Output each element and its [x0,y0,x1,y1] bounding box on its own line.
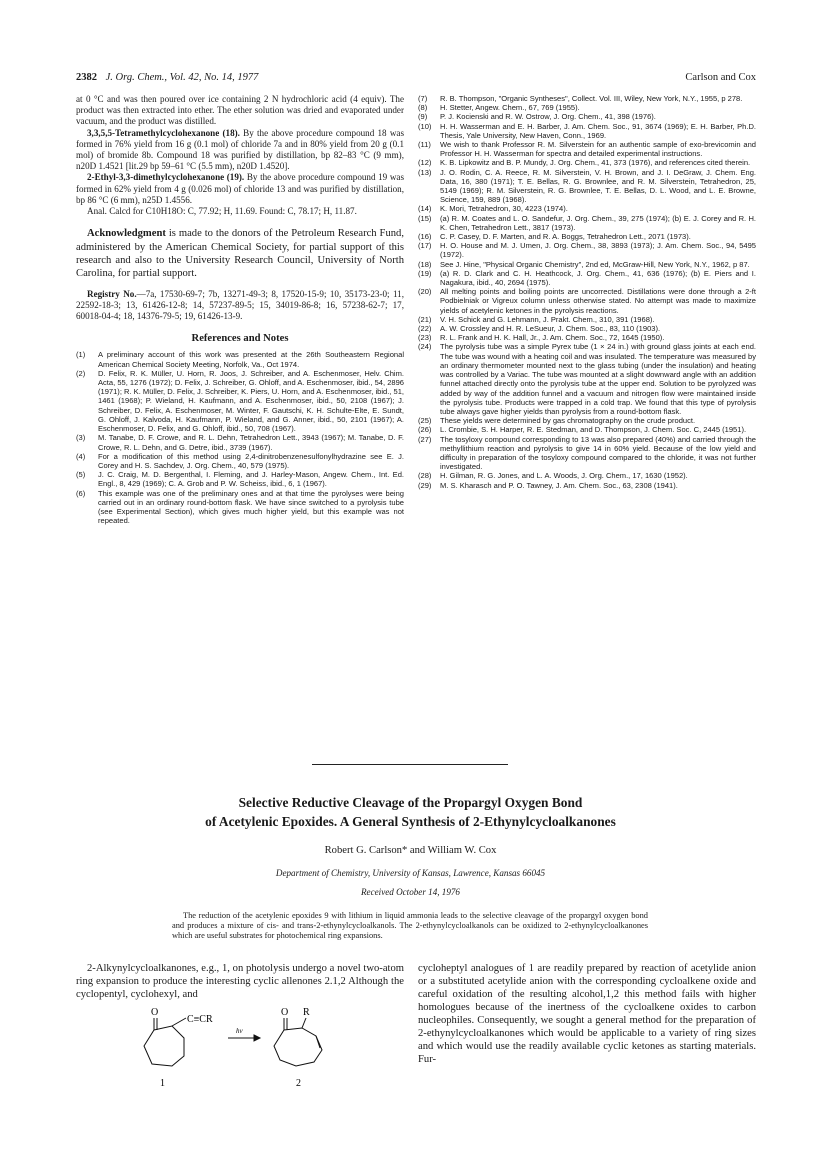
reference-item: (27) The tosyloxy compound corresponding to 13 was also prepared (40%) and carried through the methyllithium reaction and pyrolysis to give 14 in 60% yield. Because of the low yield and difficulty in preparation of the tosyloxy compound compared to the chloride, it was not further investigated. [418,434,756,472]
reference-item: (23) R. L. Frank and H. K. Hall, Jr., J. Am. Chem. Soc., 72, 1645 (1950). [418,333,665,343]
reference-item: (17) H. O. House and M. J. Umen, J. Org. Chem., 38, 3893 (1973); J. Am. Chem. Soc., 94, 5495 (1972). [418,241,756,260]
reference-item: (28) H. Gilman, R. G. Jones, and L. A. Woods, J. Org. Chem., 17, 1630 (1952). [418,471,688,481]
reference-item: (25) These yields were determined by gas chromatography on the crude product. [418,416,696,426]
experimental-procedure-19: 2-Ethyl-3,3-dimethylcyclohexanone (19). By the above procedure compound 19 was formed in 62% yield from 4 g (0.026 mol) of chloride 13 and was purified by distillation, bp 86 °C (6 mm), n25D 1.4556. [76,172,404,205]
article-title: Selective Reductive Cleavage of the Propargyl Oxygen Bond of Acetylenic Epoxides. A General Synthesis of 2-Ethynylcycloalkanones [205,795,616,829]
running-header [76,72,756,88]
reference-item: (10) H. H. Wasserman and E. H. Barber, J. Am. Chem. Soc., 91, 3674 (1969); E. H. Barber, Ph.D. Thesis, Yale University, New Haven, Conn., 1969. [418,121,756,140]
reference-item: (24) The pyrolysis tube was a simple Pyrex tube (1 × 24 in.) with ground glass joints at each end. The tube was wound with a heating coil and was insulated. The temperature was measured by an ordinary thermometer mounted next to the glass tubing (under the insulation) and heating was controlled by a Variac. The tube was mounted at a slight downward angle with an addition funnel attached directly onto the pyrolysis tube at the upper end. Solution to be pyrolyzed was added by way of the addition funnel and a vacuum and nitrogen flow were maintained inside the pyrolysis tube. Products were trapped in a cold trap. We found that this type of pyrolysis tube always gave higher yields than pyrolysis from a round-bottom flask. [418,342,756,416]
intro-text-right: cycloheptyl analogues of 1 are readily prepared by reaction of acetylide anion or a substituted acetylide anion with the corresponding cycloalkene oxide and careful oxidation of the resulting alcohol,1,2 this method fails with higher homologues because of the inertness of the cycloalkene oxides to carbon nucleophiles. Consequently, we sought a general method for the preparation of 2-ethynylcycloalkanones which would be applicable to a variety of ring sizes and which would use the readily available cyclic ketones as starting materials. Fur- [418,963,756,1065]
reference-item: (16) C. P. Casey, D. F. Marten, and R. A. Boggs, Tetrahedron Lett., 2071 (1973). [418,232,691,242]
reference-item: (6) This example was one of the preliminary ones and at that time the pyrolyses were being carried out in an ordinary round-bottom flask. We have since switched to a pyrolysis tube (see Experimental Section), which gives much higher yield, but this example was not repeated. [76,488,404,526]
compound-1-label: 1 [160,1078,165,1089]
reaction-scheme [130,1000,350,1090]
reference-item: (26) L. Crombie, S. H. Harper, R. E. Stedman, and D. Thompson, J. Chem. Soc. C, 2445 (1951). [418,425,747,435]
reference-item: (8) H. Stetter, Angew. Chem., 67, 769 (1955). [418,103,580,113]
reference-item: (22) A. W. Crossley and H. R. LeSueur, J. Chem. Soc., 83, 110 (1903). [418,324,661,334]
reference-item: (3) M. Tanabe, D. F. Crowe, and R. L. Dehn, Tetrahedron Lett., 3943 (1967); M. Tanabe, D. F. Crowe, R. L. Dehn, and G. Detre, ibid., 3739 (1967). [76,433,404,452]
left-column [76,94,404,525]
compound-2-structure [274,1018,322,1066]
compound-1-structure [144,1018,186,1066]
received-date: Received October 14, 1976 [361,887,460,897]
article-abstract: The reduction of the acetylenic epoxides 9 with lithium in liquid ammonia leads to the selective cleavage of the propargyl oxygen bond and produces a mixture of cis- and trans-2-ethynylcycloalkanols. The 2-ethynylcycloalkanols can be oxidized to 2-ethynylcycloalkanones which are useful substrates for photochemical ring expansions. [172,911,648,941]
references-heading: References and Notes [191,333,289,345]
reference-item: (19) (a) R. D. Clark and C. H. Heathcock, J. Org. Chem., 41, 636 (1976); (b) E. Piers and I. Nagakura, ibid., 40, 2694 (1975). [418,268,756,288]
reaction-arrow [228,1035,260,1041]
reference-item: (13) J. O. Rodin, C. A. Reece, R. M. Silverstein, V. H. Brown, and J. I. DeGraw, J. Chem. Eng. Data, 16, 380 (1971); T. E. Bellas, R. G. Brownlee, and R. M. Silverstein, Tetrahedron, 25, 5149 (1969); R. M. Silverstein, R. G. Brownlee, T. E. Bellas, D. L. Wood, and L. E. Browne, Science, 159, 889 (1968). [418,167,756,205]
reference-list-right [418,94,756,490]
reference-item: (11) We wish to thank Professor R. M. Silverstein for an authentic sample of exo-brevicomin and Professor H. H. Wasserman for spectra and detailed experimental instructions. [418,140,756,159]
section-divider [312,764,508,765]
reference-item: (1) A preliminary account of this work was presented at the 26th Southeastern Regional American Chemical Society Meeting, Norfolk, Va., Oct 1974. [76,350,404,369]
running-head-authors: Carlson and Cox [685,72,756,83]
acknowledgment: Acknowledgment is made to the donors of the Petroleum Research Fund, administered by the American Chemical Society, for partial support of this research and also to the University Research Council, University of North Carolina, for partial support. [76,228,404,280]
reference-item: (7) R. B. Thompson, "Organic Syntheses", Collect. Vol. III, Wiley, New York, N.Y., 1955, p 278. [418,94,743,103]
page-number: 2382 [76,72,97,83]
arrow-label-hv: hν [236,1027,243,1035]
reference-item: (29) M. S. Kharasch and P. O. Tawney, J. Am. Chem. Soc., 63, 2308 (1941). [418,480,678,490]
compound-2-oxygen: O [281,1007,289,1018]
reference-item: (14) K. Mori, Tetrahedron, 30, 4223 (1974). [418,204,568,214]
reference-list-left [76,350,404,525]
reference-item: (9) P. J. Kocienski and R. W. Ostrow, J. Org. Chem., 41, 398 (1976). [418,112,656,122]
journal-citation: J. Org. Chem., Vol. 42, No. 14, 1977 [105,72,259,83]
reference-item: (15) (a) R. M. Coates and L. O. Sandefur, J. Org. Chem., 39, 275 (1974); (b) E. J. Corey and R. H. K. Chen, Tetrahedron Lett., 3817 (1973). [418,213,756,232]
reference-item: (2) D. Felix, R. K. Müller, U. Horn, R. Joos, J. Schreiber, and A. Eschenmoser, Helv. Chim. Acta, 55, 1276 (1972); D. Felix, J. Schreiber, G. Ohloff, and A. Eschenmoser, ibid., 54, 2896 (1971); R. K. Müller, D. Felix, J. Schreiber, K. Piers, U. Horn, and A. Eschenmoser, ibid., 51, 1461 (1968); P. Wieland, H. Kaufmann, and A. Eschenmoser, ibid., 50, 2108 (1967); J. Schreiber, D. Felix, A. Eschenmoser, M. Winter, F. Gautschi, K. H. Schulte-Elte, E. Sundt, G. Ohloff, J. Kalvoda, H. Kaufmann, P. Wieland, and G. Anner, ibid., 50, 2101 (1967); A. Eschenmoser, D. Felix, and G. Ohloff, ibid., 50, 708 (1967). [76,368,404,434]
elemental-analysis: Anal. Calcd for C10H18O: C, 77.92; H, 11.69. Found: C, 78.17; H, 11.87. [87,206,357,217]
reference-item: (18) See J. Hine, "Physical Organic Chemistry", 2nd ed, McGraw-Hill, New York, N.Y., 1962, p 87. [418,259,750,269]
article-authors: Robert G. Carlson* and William W. Cox [324,845,497,856]
compound-1-substituent: C≡CR [187,1014,213,1025]
reference-item: (4) For a modification of this method using 2,4-dinitrobenzenesulfonylhydrazine see E. J. Corey and H. S. Sachdev, J. Org. Chem., 40, 579 (1975). [76,451,404,470]
compound-2-substituent: R [303,1007,310,1018]
reference-item: (21) V. H. Schick and G. Lehmann, J. Prakt. Chem., 310, 391 (1968). [418,314,655,324]
reference-item: (20) All melting points and boiling points are uncorrected. Distillations were done through a 2-ft Podbielniak or Vigreux column unless otherwise stated. No attempt was made to maximize yields of acetylenic ketones in the pyrolysis reactions. [418,287,756,315]
experimental-continuation: at 0 °C and was then poured over ice containing 2 N hydrochloric acid (4 equiv). The product was then extracted into ether. The ether solution was dried and evaporated under vacuum, and the product was distilled. [76,94,404,127]
article-affiliation: Department of Chemistry, University of Kansas, Lawrence, Kansas 66045 [275,868,546,878]
reference-item: (5) J. C. Craig, M. D. Bergenthal, I. Fleming, and J. Harley-Mason, Angew. Chem., Int. Ed. Engl., 8, 429 (1969); C. A. Grob and P. W. Scheiss, ibid., 6, 1 (1967). [76,470,404,489]
reference-item: (12) K. B. Lipkowitz and B. P. Mundy, J. Org. Chem., 41, 373 (1976), and references cited therein. [418,158,751,168]
compound-1-oxygen: O [151,1007,159,1018]
registry-numbers: Registry No.—7a, 17530-69-7; 7b, 13271-49-3; 8, 17520-15-9; 10, 35173-23-0; 11, 22592-18-3; 13, 61426-12-8; 14, 57237-89-5; 15, 34019-86-8; 16, 57238-62-7; 17, 60018-04-4; 18, 14376-79-5; 19, 61426-13-9. [76,288,404,322]
compound-2-label: 2 [296,1078,301,1089]
experimental-procedure-18: 3,3,5,5-Tetramethylcyclohexanone (18). By the above procedure compound 18 was formed in 76% yield from 16 g (0.1 mol) of chloride 7a and in 80% yield from 20 g (0.1 mol) of bromide 8b. Compound 18 was purified by distillation, bp 82–83 °C (9 mm), n20D 1.4521 [lit.29 bp 59–61 °C (5.5 mm), n20D 1.4520]. [76,127,404,172]
intro-text-left: 2-Alkynylcycloalkanones, e.g., 1, on photolysis undergo a novel two-atom ring expansion to produce the interesting cyclic allenones 2.1,2 Although the cyclopentyl, cyclohexyl, and [76,963,404,1000]
